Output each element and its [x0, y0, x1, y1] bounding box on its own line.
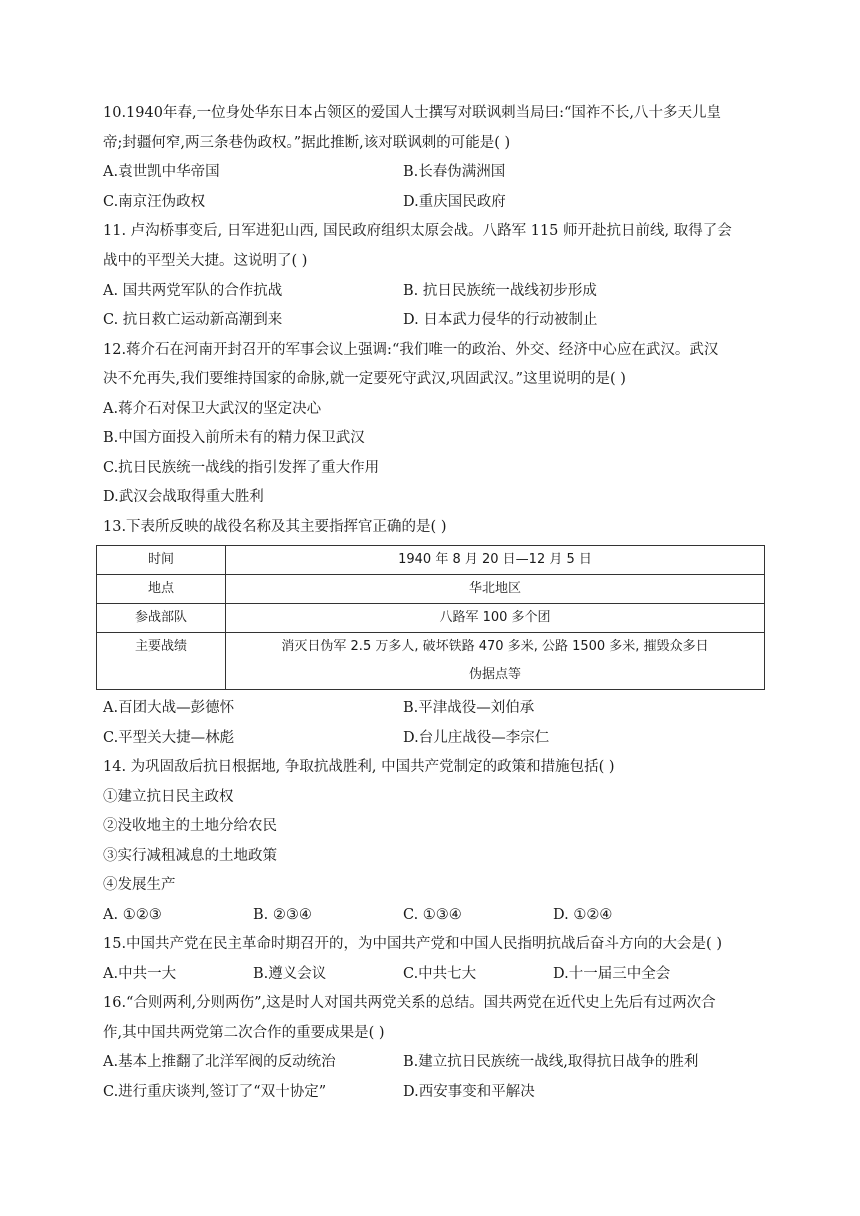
q14-option-d: D. ①②④ [553, 907, 613, 923]
q10-option-a: A.袁世凯中华帝国 [103, 164, 220, 180]
battle-info-table [96, 545, 765, 690]
q12-stem-line1: 12.蒋介石在河南开封召开的军事会议上强调:“我们唯一的政治、外交、经济中心应在武汉。武汉 [103, 342, 719, 358]
q11-option-a: A. 国共两党军队的合作抗战 [103, 283, 283, 299]
table-value: 1940 年 8 月 20 日—12 月 5 日 [226, 546, 765, 575]
q11-stem-line1: 11. 卢沟桥事变后, 日军进犯山西, 国民政府组织太原会战。八路军 115 师开赴抗日前线, 取得了会 [103, 223, 732, 239]
q10-option-c: C.南京汪伪政权 [103, 194, 206, 210]
q14-item-3: ③实行减租减息的土地政策 [103, 848, 277, 864]
q16-stem-line2: 作,其中国共两党第二次合作的重要成果是( ) [103, 1025, 385, 1041]
table-row [97, 633, 765, 690]
q16-option-d: D.西安事变和平解决 [403, 1084, 535, 1100]
q14-option-a: A. ①②③ [103, 907, 162, 923]
q10-stem-line2: 帝;封疆何窄,两三条巷伪政权。”据此推断,该对联讽刺的可能是( ) [103, 135, 511, 151]
q13-stem: 13.下表所反映的战役名称及其主要指挥官正确的是( ) [103, 519, 447, 535]
q15-option-d: D.十一届三中全会 [553, 966, 671, 982]
q12-option-d: D.武汉会战取得重大胜利 [103, 489, 264, 505]
q13-option-c: C.平型关大捷—林彪 [103, 730, 235, 746]
q14-item-4: ④发展生产 [103, 877, 176, 893]
q14-item-1: ①建立抗日民主政权 [103, 789, 234, 805]
q11-option-c: C. 抗日救亡运动新高潮到来 [103, 312, 283, 328]
q13-option-a: A.百团大战—彭德怀 [103, 700, 235, 716]
q16-option-a: A.基本上推翻了北洋军阀的反动统治 [103, 1054, 336, 1070]
q11-stem-line2: 战中的平型关大捷。这说明了( ) [103, 253, 308, 269]
q14-option-b: B. ②③④ [253, 907, 312, 923]
q15-option-c: C.中共七大 [403, 966, 477, 982]
q10-stem-line1: 10.1940年春,一位身处华东日本占领区的爱国人士撰写对联讽刺当局曰:“国祚不长,八十多天儿皇 [103, 105, 721, 121]
table-value: 华北地区 [226, 575, 765, 604]
q16-option-b: B.建立抗日民族统一战线,取得抗日战争的胜利 [403, 1054, 699, 1070]
table-key: 时间 [97, 546, 226, 575]
q15-stem: 15.中国共产党在民主革命时期召开的，为中国共产党和中国人民指明抗战后奋斗方向的大会是( ) [103, 936, 722, 952]
q12-stem-line2: 决不允再失,我们要维持国家的命脉,就一定要死守武汉,巩固武汉。”这里说明的是( ) [103, 371, 626, 387]
q12-option-b: B.中国方面投入前所未有的精力保卫武汉 [103, 430, 365, 446]
table-row [97, 604, 765, 633]
table-value: 八路军 100 多个团 [226, 604, 765, 633]
q16-option-c: C.进行重庆谈判,签订了“双十协定” [103, 1084, 327, 1100]
q13-option-b: B.平津战役—刘伯承 [403, 700, 535, 716]
q12-option-a: A.蒋介石对保卫大武汉的坚定决心 [103, 401, 322, 417]
table-value-line1: 消灭日伪军 2.5 万多人, 破坏铁路 470 多米, 公路 1500 多米, 摧毁众多日 [281, 639, 709, 654]
q10-option-d: D.重庆国民政府 [403, 194, 506, 210]
table-key: 地点 [97, 575, 226, 604]
q12-option-c: C.抗日民族统一战线的指引发挥了重大作用 [103, 460, 380, 476]
table-key: 参战部队 [97, 604, 226, 633]
q10-option-b: B.长春伪满洲国 [403, 164, 506, 180]
q16-stem-line1: 16.“合则两利,分则两伤”,这是时人对国共两党关系的总结。国共两党在近代史上先后有过两次合 [103, 995, 716, 1011]
table-key: 主要战绩 [97, 633, 226, 690]
q14-item-2: ②没收地主的土地分给农民 [103, 818, 277, 834]
table-value [226, 633, 765, 690]
q15-option-b: B.遵义会议 [253, 966, 327, 982]
q15-option-a: A.中共一大 [103, 966, 177, 982]
table-row [97, 546, 765, 575]
q11-option-b: B. 抗日民族统一战线初步形成 [403, 283, 597, 299]
q11-option-d: D. 日本武力侵华的行动被制止 [403, 312, 598, 328]
table-value-line2: 伪据点等 [468, 667, 521, 682]
q14-stem: 14. 为巩固敌后抗日根据地, 争取抗战胜利, 中国共产党制定的政策和措施包括( ) [103, 759, 615, 775]
q14-option-c: C. ①③④ [403, 907, 462, 923]
table-row [97, 575, 765, 604]
q13-option-d: D.台儿庄战役—李宗仁 [403, 730, 550, 746]
